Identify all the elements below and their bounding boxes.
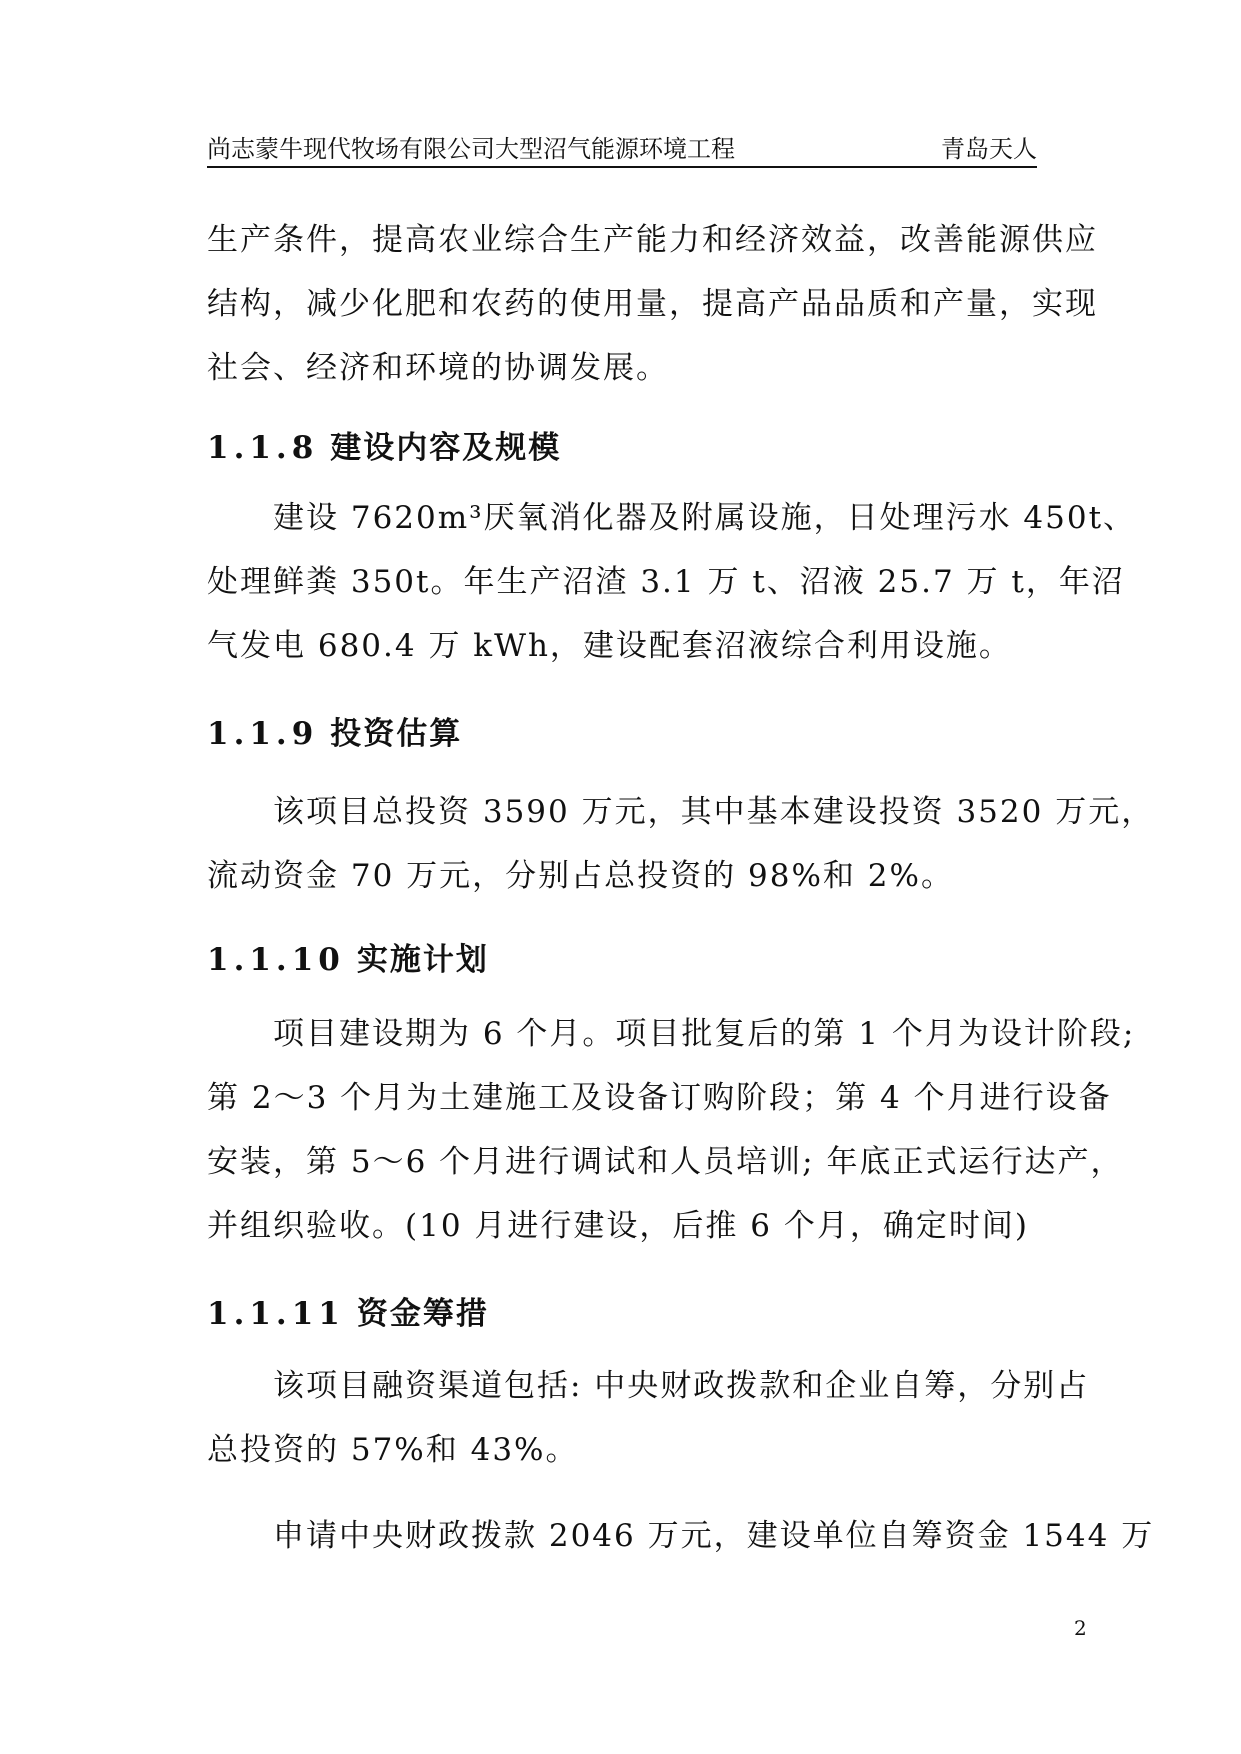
page-header: [207, 132, 1037, 168]
section-heading: [207, 712, 462, 756]
header-title: 尚志蒙牛现代牧场有限公司大型沼气能源环境工程: [207, 135, 735, 163]
paragraph-line: 安装，第 5～6 个月进行调试和人员培训; 年底正式运行达产，: [207, 1144, 1124, 1180]
section-heading: [207, 1292, 489, 1336]
section-title: 建设内容及规模: [330, 430, 562, 466]
paragraph-line: 气发电 680.4 万 kWh，建设配套沼液综合利用设施。: [207, 628, 1012, 664]
paragraph-line: 并组织验收。(10 月进行建设，后推 6 个月，确定时间): [207, 1208, 1029, 1244]
section-number: 1.1.9: [207, 716, 319, 752]
section-title: 投资估算: [330, 716, 463, 752]
section-title: 实施计划: [356, 942, 489, 978]
section-heading: [207, 938, 489, 982]
paragraph-line: 流动资金 70 万元，分别占总投资的 98%和 2%。: [207, 858, 954, 894]
paragraph-line: 项目建设期为 6 个月。项目批复后的第 1 个月为设计阶段;: [273, 1016, 1136, 1052]
paragraph-line: 该项目总投资 3590 万元，其中基本建设投资 3520 万元，: [273, 794, 1155, 830]
paragraph-line: 第 2～3 个月为土建施工及设备订购阶段；第 4 个月进行设备: [207, 1080, 1112, 1116]
paragraph-line: 该项目融资渠道包括: 中央财政拨款和企业自筹，分别占: [273, 1368, 1090, 1404]
paragraph-line: 总投资的 57%和 43%。: [207, 1432, 579, 1468]
paragraph-line: 建设 7620m³厌氧消化器及附属设施，日处理污水 450t、: [273, 500, 1137, 536]
paragraph-line: 申请中央财政拨款 2046 万元，建设单位自筹资金 1544 万: [273, 1518, 1155, 1554]
header-org: 青岛天人: [941, 135, 1037, 163]
paragraph-line: 处理鲜粪 350t。年生产沼渣 3.1 万 t、沼液 25.7 万 t，年沼: [207, 564, 1125, 600]
paragraph-line: 生产条件，提高农业综合生产能力和经济效益，改善能源供应: [207, 222, 1098, 258]
section-title: 资金筹措: [356, 1296, 489, 1332]
paragraph-line: 结构，减少化肥和农药的使用量，提高产品品质和产量，实现: [207, 286, 1098, 322]
section-number: 1.1.8: [207, 430, 319, 466]
section-number: 1.1.11: [207, 1296, 345, 1332]
section-number: 1.1.10: [207, 942, 345, 978]
paragraph-line: 社会、经济和环境的协调发展。: [207, 350, 669, 386]
section-heading: [207, 426, 561, 470]
page-number: 2: [1074, 1616, 1087, 1640]
